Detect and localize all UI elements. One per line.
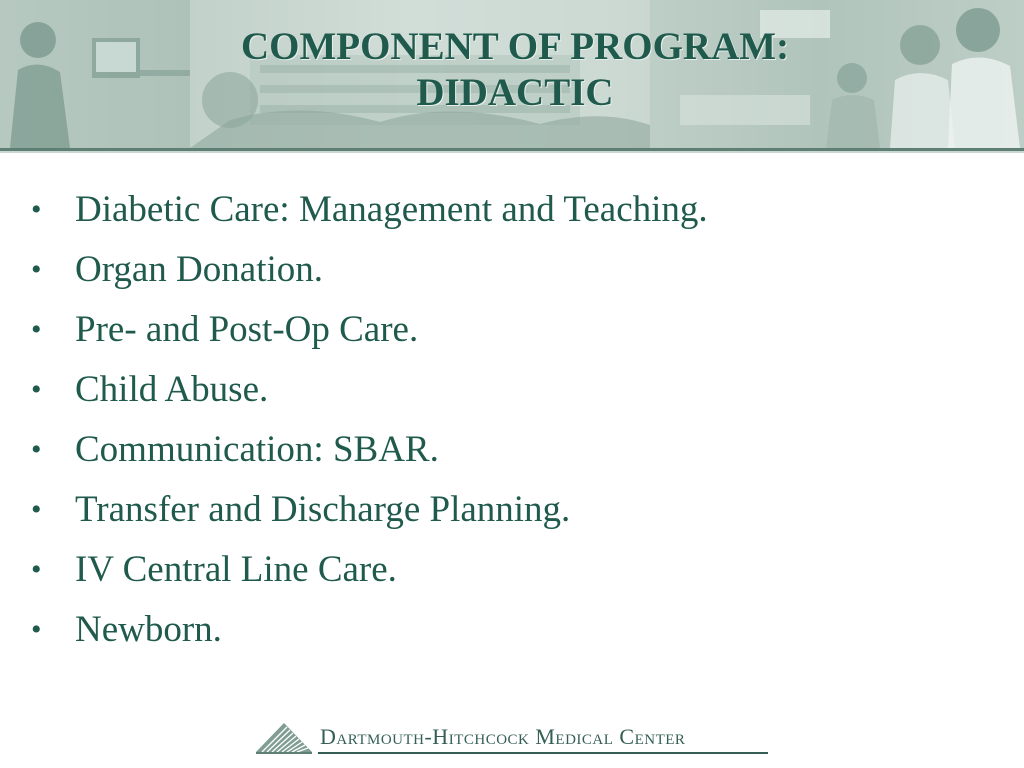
bullet-item bbox=[28, 604, 708, 664]
footer-underline bbox=[318, 752, 768, 754]
bullet-text: Newborn. bbox=[75, 609, 222, 650]
slide-title-line-2: DIDACTIC bbox=[416, 71, 614, 114]
banner-divider-shadow bbox=[0, 151, 1024, 153]
bullet-item bbox=[28, 484, 708, 544]
bullet-icon: • bbox=[31, 613, 42, 646]
bullet-text: Transfer and Discharge Planning. bbox=[75, 489, 571, 530]
bullet-text: Communication: SBAR. bbox=[75, 429, 439, 470]
header-banner bbox=[0, 0, 1024, 148]
slide-title bbox=[150, 24, 880, 116]
bullet-item bbox=[28, 424, 708, 484]
bullet-text: Pre- and Post-Op Care. bbox=[75, 309, 419, 350]
bullet-icon: • bbox=[31, 373, 42, 406]
bullet-item bbox=[28, 184, 708, 244]
bullet-icon: • bbox=[31, 553, 42, 586]
bullet-text: Organ Donation. bbox=[75, 249, 323, 290]
bullet-item bbox=[28, 304, 708, 364]
bullet-icon: • bbox=[31, 493, 42, 526]
bullet-item bbox=[28, 364, 708, 424]
bullet-icon: • bbox=[31, 193, 42, 226]
slide-title-line-1: COMPONENT OF PROGRAM: bbox=[240, 25, 790, 68]
bullet-icon: • bbox=[31, 313, 42, 346]
bullet-icon: • bbox=[31, 433, 42, 466]
bullet-text: IV Central Line Care. bbox=[75, 549, 397, 590]
bullet-list bbox=[28, 184, 708, 664]
bullet-text: Diabetic Care: Management and Teaching. bbox=[75, 189, 708, 230]
bullet-text: Child Abuse. bbox=[75, 369, 269, 410]
bullet-item bbox=[28, 544, 708, 604]
bullet-icon: • bbox=[31, 253, 42, 286]
organization-name: Dartmouth-Hitchcock Medical Center bbox=[320, 724, 686, 749]
bullet-item bbox=[28, 244, 708, 304]
dhmc-logo-icon bbox=[256, 719, 312, 755]
